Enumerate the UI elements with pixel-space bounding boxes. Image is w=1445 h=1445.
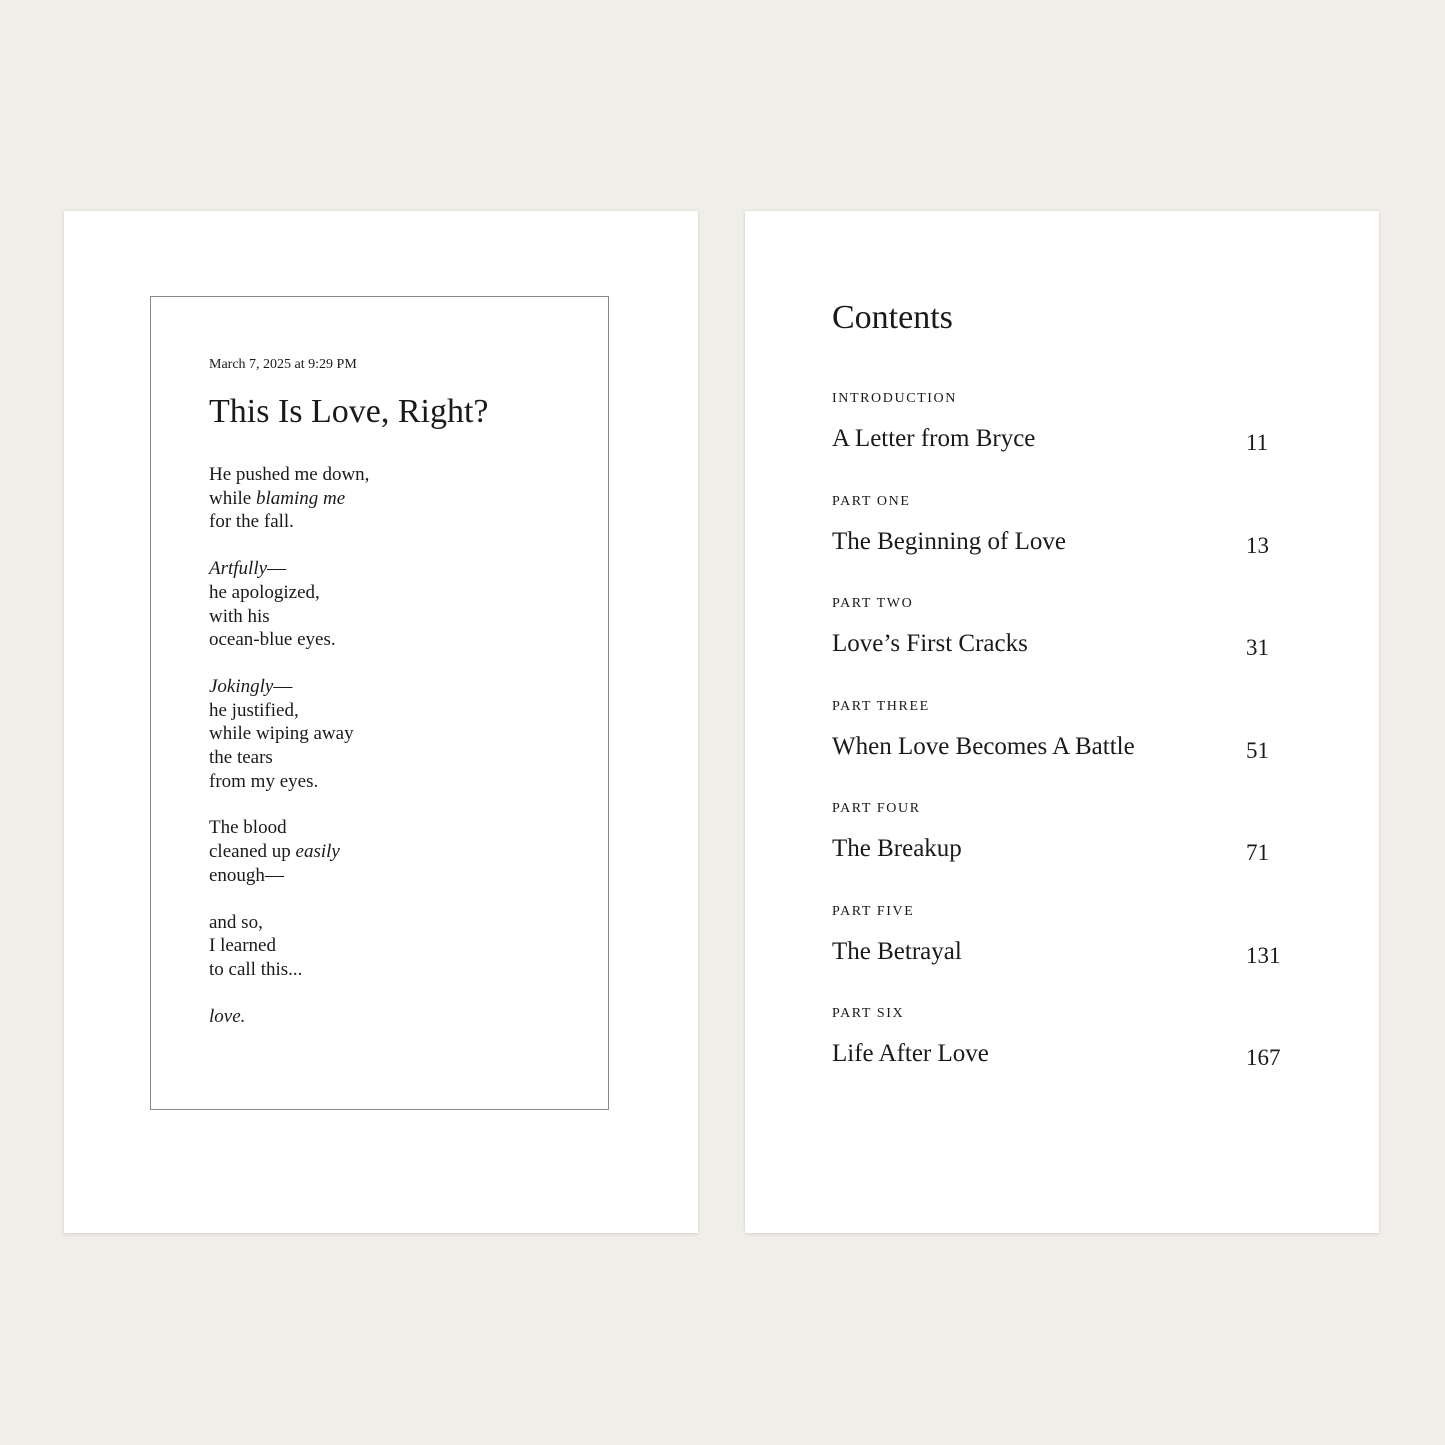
poem-line — [209, 628, 589, 652]
toc-chapter-title: The Beginning of Love — [832, 527, 1066, 555]
poem-text: The blood — [209, 817, 287, 839]
toc-entry — [832, 391, 1302, 494]
toc-entry — [832, 904, 1302, 1007]
poem-emphasis: blaming me — [255, 487, 346, 509]
toc-page-number: 167 — [1246, 1045, 1281, 1070]
poem-line — [209, 770, 589, 794]
table-of-contents — [832, 391, 1302, 1109]
poem-text: from my eyes. — [209, 770, 319, 792]
toc-chapter-title: The Breakup — [832, 835, 962, 862]
poem-text: enough— — [209, 864, 284, 886]
poem-text: and so, — [209, 911, 263, 933]
toc-chapter-title: A Letter from Bryce — [832, 425, 1036, 452]
poem-text: ocean-blue eyes. — [209, 629, 336, 651]
toc-part-label: PART THREE — [832, 698, 930, 714]
poem-stanza — [209, 463, 589, 534]
toc-chapter-title: Love’s First Cracks — [832, 630, 1028, 657]
toc-entry — [832, 596, 1302, 699]
poem-text: he justified, — [209, 699, 299, 721]
toc-part-label: PART ONE — [832, 493, 911, 509]
poem-text: while — [209, 487, 256, 509]
poem-line — [209, 958, 589, 982]
poem-title: This Is Love, Right? — [209, 393, 489, 430]
toc-chapter-title: Life After Love — [832, 1040, 989, 1067]
poem-line — [209, 840, 589, 864]
toc-entry — [832, 801, 1302, 904]
poem-text: I learned — [209, 935, 276, 957]
poem-text: while wiping away — [209, 723, 354, 745]
toc-part-label: INTRODUCTION — [832, 391, 957, 406]
poem-line — [209, 722, 589, 746]
poem-text: for the fall. — [209, 511, 294, 533]
toc-page-number: 13 — [1246, 532, 1269, 558]
toc-page-number: 71 — [1246, 840, 1269, 865]
poem-line — [209, 605, 589, 629]
poem-text: he apologized, — [209, 581, 320, 603]
poem-stanza — [209, 1005, 589, 1029]
poem-line — [209, 463, 589, 487]
poem-line — [209, 934, 589, 958]
toc-entry — [832, 494, 1302, 597]
poem-line — [209, 864, 589, 888]
poem-stanza — [209, 557, 589, 652]
poem-page — [64, 211, 698, 1233]
poem-emphasis: Artfully — [209, 558, 268, 580]
poem-stanza — [209, 675, 589, 794]
toc-part-label: PART FIVE — [832, 903, 915, 919]
contents-page — [745, 211, 1379, 1233]
toc-chapter-title: When Love Becomes A Battle — [832, 732, 1135, 760]
poem-emphasis: easily — [295, 841, 340, 863]
poem-line — [209, 746, 589, 770]
toc-entry — [832, 699, 1302, 802]
toc-part-label: PART FOUR — [832, 801, 921, 816]
poem-date: March 7, 2025 at 9:29 PM — [209, 357, 357, 372]
toc-part-label: PART SIX — [832, 1006, 905, 1021]
poem-line — [209, 816, 589, 840]
poem-emphasis: love. — [209, 1005, 246, 1027]
poem-line — [209, 557, 589, 581]
poem-stanza — [209, 816, 589, 887]
poem-text: — — [273, 675, 293, 697]
poem-line — [209, 510, 589, 534]
poem-line — [209, 911, 589, 935]
poem-line — [209, 581, 589, 605]
toc-page-number: 11 — [1246, 430, 1269, 455]
poem-emphasis: Jokingly — [209, 675, 274, 697]
toc-page-number: 31 — [1246, 635, 1269, 660]
toc-chapter-title: The Betrayal — [832, 937, 962, 965]
poem-line — [209, 675, 589, 699]
poem-text: with his — [209, 605, 270, 627]
poem-text: the tears — [209, 747, 273, 769]
poem-text: — — [267, 558, 287, 580]
poem-line — [209, 699, 589, 723]
poem-line — [209, 487, 589, 511]
poem-text: to call this... — [209, 958, 303, 980]
toc-page-number: 131 — [1246, 942, 1281, 968]
contents-heading: Contents — [832, 299, 953, 336]
poem-text: He pushed me down, — [209, 464, 370, 485]
poem-text: cleaned up — [209, 841, 296, 863]
poem-line — [209, 1005, 589, 1029]
poem-stanza — [209, 911, 589, 982]
toc-part-label: PART TWO — [832, 596, 914, 611]
toc-entry — [832, 1006, 1302, 1109]
poem-body — [209, 463, 589, 1051]
toc-page-number: 51 — [1246, 737, 1269, 763]
poem-frame — [150, 296, 609, 1110]
